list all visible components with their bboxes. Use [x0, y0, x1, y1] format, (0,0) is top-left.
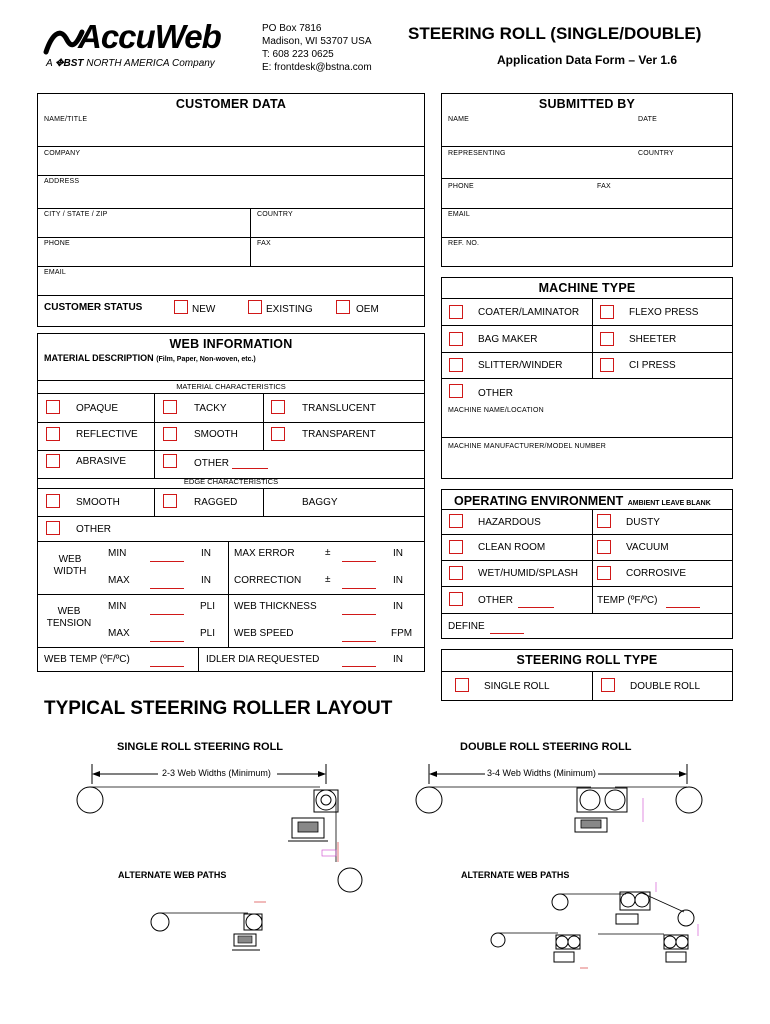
sheeter-label: SHEETER: [629, 334, 677, 345]
status-oem-label: OEM: [356, 304, 379, 315]
steering-type-title: STEERING ROLL TYPE: [516, 653, 658, 667]
alt-single-diagram: [148, 900, 288, 960]
smooth-checkbox[interactable]: [163, 427, 177, 441]
idler-dia-unit: IN: [393, 654, 403, 665]
machine-name-label: MACHINE NAME/LOCATION: [448, 407, 544, 414]
web-info-box: [37, 333, 425, 672]
single-layout-title: SINGLE ROLL STEERING ROLL: [117, 741, 284, 753]
tension-min-label: MIN: [108, 601, 127, 612]
bag-maker-label: BAG MAKER: [478, 334, 538, 345]
name-title-label: NAME/TITLE: [44, 116, 88, 123]
vacuum-checkbox[interactable]: [597, 540, 611, 554]
correction-label: CORRECTION: [234, 575, 302, 586]
hazardous-label: HAZARDOUS: [478, 517, 541, 528]
contact-block: [262, 22, 372, 74]
email-field[interactable]: [38, 267, 424, 295]
transparent-label: TRANSPARENT: [302, 429, 376, 440]
sb-representing-field[interactable]: [442, 147, 732, 177]
env-other-blank[interactable]: [518, 607, 554, 608]
manufacturer-field[interactable]: [442, 438, 732, 478]
submitted-by-title: SUBMITTED BY: [538, 97, 636, 111]
sheeter-checkbox[interactable]: [600, 332, 614, 346]
max-error-blank[interactable]: [342, 561, 376, 562]
ragged-label: RAGGED: [194, 497, 238, 508]
fax-label: FAX: [257, 240, 271, 247]
status-existing-label: EXISTING: [266, 304, 313, 315]
po-box: PO Box 7816: [262, 23, 322, 34]
sb-fax-label: FAX: [597, 183, 611, 190]
country-field[interactable]: [251, 209, 424, 237]
abrasive-label: ABRASIVE: [76, 456, 127, 467]
phone-label: PHONE: [44, 240, 70, 247]
smooth-label: SMOOTH: [194, 429, 238, 440]
coater-checkbox[interactable]: [449, 305, 463, 319]
width-min-label: MIN: [108, 548, 127, 559]
tension-min-blank[interactable]: [150, 614, 184, 615]
double-roll-checkbox[interactable]: [601, 678, 615, 692]
edge-char-label: EDGE CHARACTERISTICS: [183, 477, 279, 486]
web-speed-blank[interactable]: [342, 641, 376, 642]
status-new-label: NEW: [192, 304, 216, 315]
opaque-checkbox[interactable]: [46, 400, 60, 414]
ragged-checkbox[interactable]: [163, 494, 177, 508]
name-title-field[interactable]: [38, 114, 424, 142]
double-dim-label: 3-4 Web Widths (Minimum): [487, 768, 596, 778]
bst-icon: ✥: [55, 58, 64, 69]
max-error-unit: IN: [393, 548, 403, 559]
machine-other-checkbox[interactable]: [449, 384, 463, 398]
operating-env-header: [454, 492, 711, 510]
tension-max-label: MAX: [108, 628, 130, 639]
form-title: STEERING ROLL (SINGLE/DOUBLE): [408, 24, 702, 43]
opaque-label: OPAQUE: [76, 403, 119, 414]
material-other-checkbox[interactable]: [163, 454, 177, 468]
alt-double-diagram: [488, 880, 708, 970]
sb-country-label: COUNTRY: [638, 150, 674, 157]
material-desc-field[interactable]: [38, 351, 424, 379]
env-other-checkbox[interactable]: [449, 592, 463, 606]
web-speed-unit: FPM: [391, 628, 413, 639]
bag-maker-checkbox[interactable]: [449, 332, 463, 346]
web-thickness-unit: IN: [393, 601, 403, 612]
operating-env-box: [441, 489, 733, 639]
vacuum-label: VACUUM: [626, 542, 669, 553]
sb-date-label: DATE: [638, 116, 657, 123]
dusty-label: DUSTY: [626, 517, 660, 528]
double-roll-label: DOUBLE ROLL: [630, 681, 701, 692]
material-desc-label: MATERIAL DESCRIPTION (Film, Paper, Non-woven, etc.): [44, 353, 256, 363]
operating-env-title: OPERATING ENVIRONMENT: [454, 494, 624, 508]
wet-checkbox[interactable]: [449, 566, 463, 580]
width-min-unit: IN: [201, 548, 211, 559]
material-other-label: OTHER: [194, 458, 229, 469]
clean-room-checkbox[interactable]: [449, 540, 463, 554]
tension-min-unit: PLI: [200, 601, 216, 612]
double-layout-title: DOUBLE ROLL STEERING ROLL: [460, 741, 632, 753]
width-max-blank[interactable]: [150, 588, 184, 589]
material-other-blank[interactable]: [232, 468, 268, 469]
customer-data-box: [37, 93, 425, 327]
tacky-checkbox[interactable]: [163, 400, 177, 414]
ci-press-checkbox[interactable]: [600, 358, 614, 372]
machine-name-field[interactable]: [442, 406, 732, 436]
alt-single-label: ALTERNATE WEB PATHS: [118, 870, 227, 880]
web-info-title: WEB INFORMATION: [169, 337, 293, 351]
machine-other-label: OTHER: [478, 388, 513, 399]
reflective-label: REFLECTIVE: [76, 429, 138, 440]
company-field[interactable]: [38, 147, 424, 175]
flexo-checkbox[interactable]: [600, 305, 614, 319]
sb-ref-field[interactable]: [442, 238, 732, 266]
ci-press-label: CI PRESS: [629, 360, 676, 371]
company-label: COMPANY: [44, 150, 81, 157]
define-label: DEFINE: [448, 621, 485, 632]
max-error-label: MAX ERROR: [234, 548, 295, 559]
single-roll-diagram: [62, 762, 362, 902]
sb-representing-label: REPRESENTING: [448, 150, 506, 157]
submitted-by-box: [441, 93, 733, 267]
correction-unit: IN: [393, 575, 403, 586]
form-subtitle: Application Data Form – Ver 1.6: [497, 53, 678, 67]
status-new-checkbox[interactable]: [174, 300, 188, 314]
sb-ref-label: REF. NO.: [448, 240, 480, 247]
temp-blank[interactable]: [666, 607, 700, 608]
width-max-unit: IN: [201, 575, 211, 586]
sb-name-label: NAME: [448, 116, 470, 123]
phone-field[interactable]: [38, 238, 250, 266]
address-field[interactable]: [38, 176, 424, 206]
sb-email-label: EMAIL: [448, 211, 471, 218]
width-min-blank[interactable]: [150, 561, 184, 562]
fax-field[interactable]: [251, 238, 424, 266]
clean-room-label: CLEAN ROOM: [478, 542, 546, 553]
translucent-label: TRANSLUCENT: [302, 403, 376, 414]
idler-dia-label: IDLER DIA REQUESTED: [206, 654, 320, 665]
define-blank[interactable]: [490, 633, 524, 634]
sb-name-field[interactable]: [442, 114, 732, 144]
corrosive-label: CORROSIVE: [626, 568, 687, 579]
tension-max-blank[interactable]: [150, 641, 184, 642]
address-label: ADDRESS: [44, 178, 80, 185]
logo-tagline: A ✥BST NORTH AMERICA Company: [46, 58, 215, 69]
status-oem-checkbox[interactable]: [336, 300, 350, 314]
single-roll-label: SINGLE ROLL: [484, 681, 550, 692]
coater-label: COATER/LAMINATOR: [478, 307, 580, 318]
logo-brand: AccuWeb: [78, 18, 221, 55]
email: E: frontdesk@bstna.com: [262, 62, 372, 73]
web-temp-label: WEB TEMP (ºF/ºC): [44, 654, 130, 665]
machine-type-title: MACHINE TYPE: [538, 281, 636, 295]
abrasive-checkbox[interactable]: [46, 454, 60, 468]
correction-pm: ±: [325, 574, 331, 585]
customer-data-title: CUSTOMER DATA: [175, 97, 287, 111]
dusty-checkbox[interactable]: [597, 514, 611, 528]
status-existing-checkbox[interactable]: [248, 300, 262, 314]
city-field[interactable]: [38, 209, 250, 237]
web-tension-label: WEB TENSION: [46, 606, 92, 629]
email-label: EMAIL: [44, 269, 67, 276]
tension-max-unit: PLI: [200, 628, 216, 639]
hazardous-checkbox[interactable]: [449, 514, 463, 528]
sb-phone-field[interactable]: [442, 179, 732, 207]
sb-email-field[interactable]: [442, 209, 732, 237]
max-error-pm: ±: [325, 547, 331, 558]
translucent-checkbox[interactable]: [271, 400, 285, 414]
slitter-checkbox[interactable]: [449, 358, 463, 372]
phone: T: 608 223 0625: [262, 49, 334, 60]
flexo-label: FLEXO PRESS: [629, 307, 699, 318]
baggy-label: BAGGY: [302, 497, 338, 508]
machine-type-box: [441, 277, 733, 479]
edge-smooth-label: SMOOTH: [76, 497, 120, 508]
tacky-label: TACKY: [194, 403, 227, 414]
web-thickness-blank[interactable]: [342, 614, 376, 615]
material-char-label: MATERIAL CHARACTERISTICS: [176, 382, 286, 391]
edge-smooth-checkbox[interactable]: [46, 494, 60, 508]
single-roll-checkbox[interactable]: [455, 678, 469, 692]
edge-other-label: OTHER: [76, 524, 111, 535]
logo: [44, 18, 249, 74]
single-dim-label: 2-3 Web Widths (Minimum): [162, 768, 271, 778]
sb-phone-label: PHONE: [448, 183, 474, 190]
correction-blank[interactable]: [342, 588, 376, 589]
web-width-label: WEB WIDTH: [53, 554, 87, 577]
web-thickness-label: WEB THICKNESS: [234, 601, 317, 612]
width-max-label: MAX: [108, 575, 130, 586]
customer-status-label: CUSTOMER STATUS: [44, 302, 143, 313]
temp-label: TEMP (ºF/ºC): [597, 595, 658, 606]
reflective-checkbox[interactable]: [46, 427, 60, 441]
env-other-label: OTHER: [478, 595, 513, 606]
country-label: COUNTRY: [257, 211, 293, 218]
transparent-checkbox[interactable]: [271, 427, 285, 441]
web-temp-blank[interactable]: [150, 666, 184, 667]
slitter-label: SLITTER/WINDER: [478, 360, 563, 371]
idler-dia-blank[interactable]: [342, 666, 376, 667]
city: Madison, WI 53707 USA: [262, 36, 372, 47]
wet-label: WET/HUMID/SPLASH: [478, 568, 579, 579]
operating-env-note: AMBIENT LEAVE BLANK: [627, 500, 711, 507]
manufacturer-label: MACHINE MANUFACTURER/MODEL NUMBER: [448, 443, 607, 450]
steering-type-box: [441, 649, 733, 701]
alt-double-label: ALTERNATE WEB PATHS: [461, 870, 570, 880]
corrosive-checkbox[interactable]: [597, 566, 611, 580]
edge-other-checkbox[interactable]: [46, 521, 60, 535]
layout-title: TYPICAL STEERING ROLLER LAYOUT: [44, 698, 393, 719]
web-speed-label: WEB SPEED: [234, 628, 294, 639]
city-label: CITY / STATE / ZIP: [44, 211, 108, 218]
